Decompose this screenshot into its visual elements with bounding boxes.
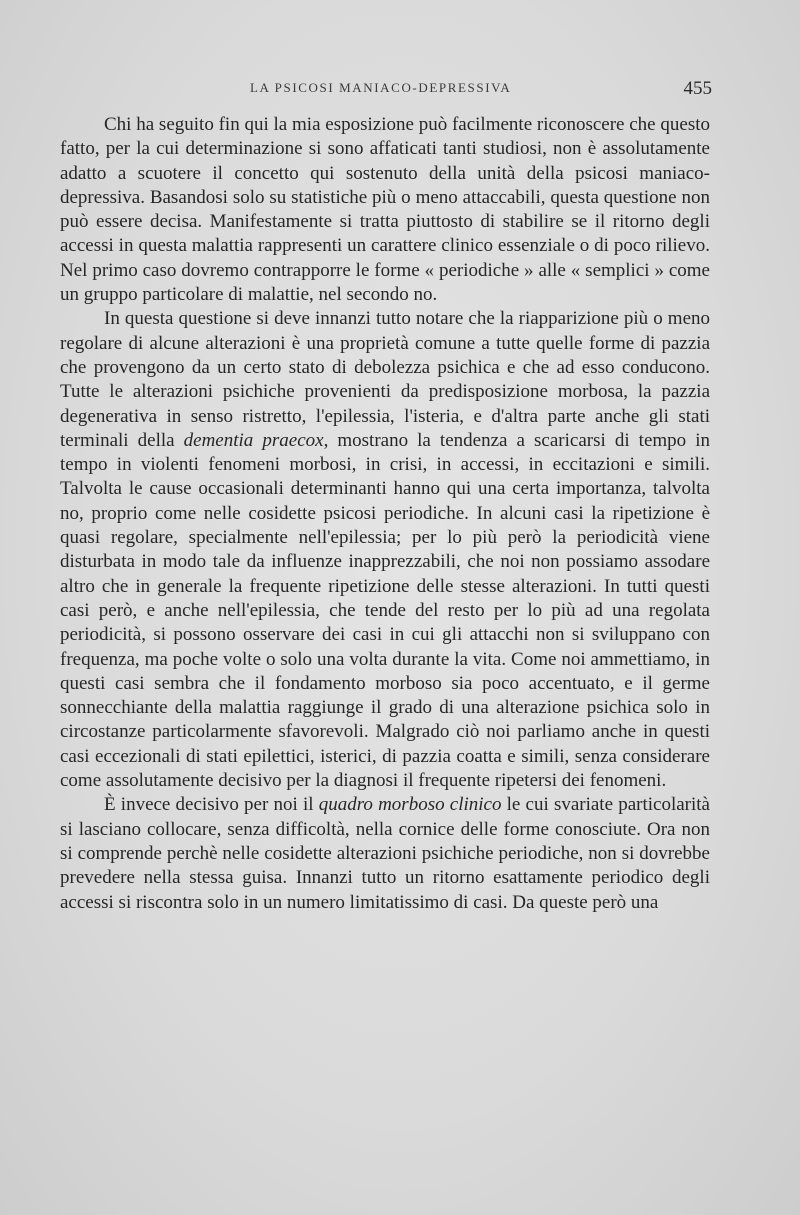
page-number: 455 [683, 78, 712, 99]
italic-term-dementia-praecox: dementia praecox [183, 429, 324, 451]
paragraph-3 [60, 793, 710, 914]
body-text [60, 113, 710, 915]
paragraph-2-text-b: , mostrano la tendenza a scaricarsi di tempo in tempo in violenti fenomeni morbosi, in crisi, in accessi, in eccitazioni e simili. Talvolta le cause occasionali determinanti hanno qui una certa importanza, talvolta no, proprio come nelle cosidette psicosi periodiche. In alcuni casi la ripetizione è quasi regolare, specialmente nell'epilessia; per lo più però la periodicità viene disturbata in modo tale da influenze inapprezzabili, che noi non possiamo assodare altro che in generale la frequente ripetizione delle stesse alterazioni. In tutti questi casi però, e anche nell'epilessia, che tende del resto per lo più ad una regolata periodicità, si possono osservare dei casi in cui gli attacchi non si sviluppano con frequenza, ma poche volte o solo una volta durante la vita. Come noi ammettiamo, in questi casi sembra che il fondamento morboso sia poco accentuato, e il germe sonnecchiante della malattia raggiunge il grado di una alterazione psichica solo in circostanze particolarmente sfavorevoli. Malgrado ciò noi parliamo anche in questi casi eccezionali di stati epilettici, isterici, di pazzia coatta e simili, senza considerare come assolutamente decisivo per la diagnosi il frequente ripetersi dei fenomeni. [60, 429, 710, 792]
paragraph-3-text-a: È invece decisivo per noi il [104, 794, 319, 816]
page-header [60, 78, 712, 102]
paragraph-2 [60, 307, 710, 793]
running-head: LA PSICOSI MANIACO-DEPRESSIVA [250, 80, 512, 95]
italic-term-quadro-morboso-clinico: quadro morboso clinico [318, 794, 502, 816]
paragraph-1 [60, 113, 710, 307]
paragraph-1-text: Chi ha seguito fin qui la mia esposizione può facilmente riconoscere che questo fatto, per la cui determinazione si sono affaticati tanti studiosi, non è assolutamente adatto a scuotere il concetto qui sostenuto della unità della psicosi maniaco-depressiva. Basandosi solo su statistiche più o meno attaccabili, questa questione non può essere decisa. Manifestamente si tratta piuttosto di stabilire se il ritorno degli accessi in questa malattia rappresenti un carattere clinico essenziale o di poco rilievo. Nel primo caso dovremo contrapporre le forme « periodiche » alle « semplici » come un gruppo particolare di malattie, nel secondo no. [60, 114, 710, 306]
paragraph-2-text-a: In questa questione si deve innanzi tutto notare che la riapparizione più o meno regolare di alcune alterazioni è una proprietà comune a tutte quelle forme di pazzia che provengono da un certo stato di debolezza psichica e che ad esso conducono. Tutte le alterazioni psichiche provenienti da predisposizione morbosa, la pazzia degenerativa in senso ristretto, l'epilessia, l'isteria, e d'altra parte anche gli stati terminali della [60, 308, 710, 451]
paragraph-3-text-b: le cui svariate particolarità si lasciano collocare, senza difficoltà, nella cornice delle forme conosciute. Ora non si comprende perchè nelle cosidette alterazioni psichiche periodiche, non si dovrebbe prevedere nella stessa guisa. Innanzi tutto un ritorno esattamente periodico degli accessi si riscontra solo in un numero limitatissimo di casi. Da queste però una [60, 794, 710, 913]
